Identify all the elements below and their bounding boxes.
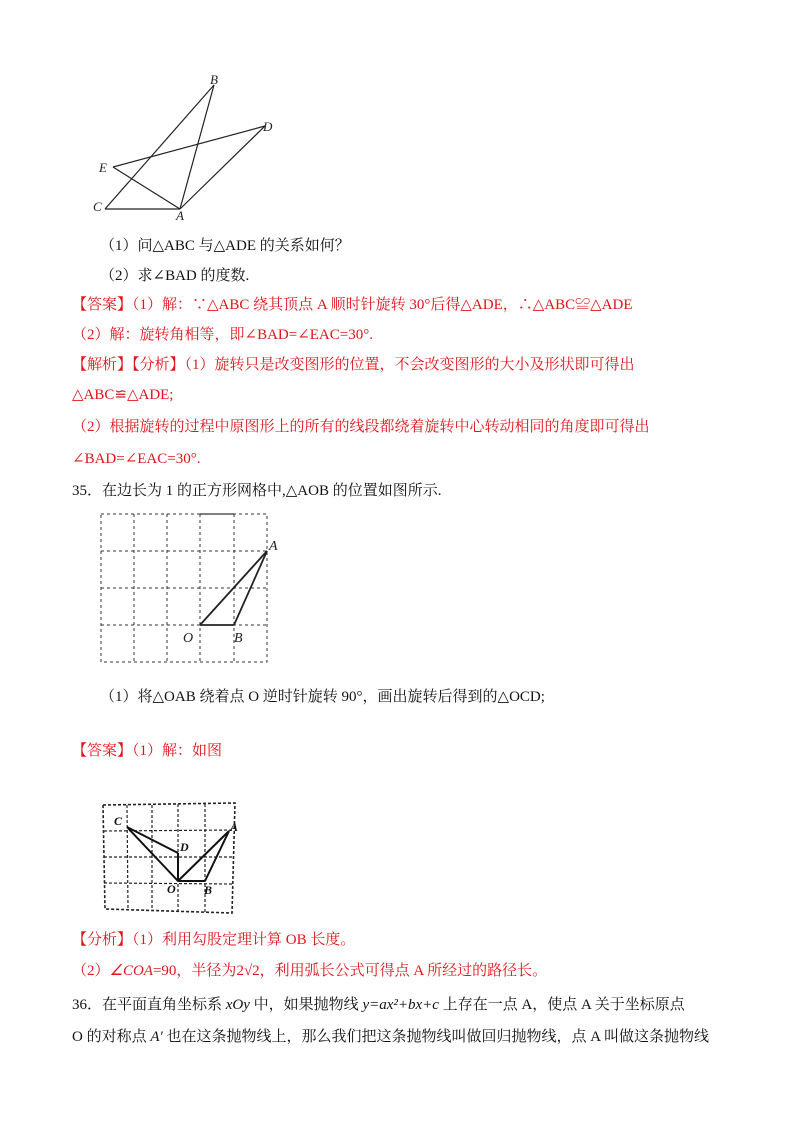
q34-analysis	[72, 355, 635, 375]
answer-label-c: C	[114, 814, 123, 828]
answer-grid-figure	[95, 795, 245, 920]
answer-label-a: A	[230, 820, 239, 834]
answer-label-o: O	[167, 882, 176, 896]
q36-text: 36．在平面直角坐标系	[72, 997, 223, 1013]
radius-value: 2√2	[236, 963, 260, 979]
segment-cb	[105, 85, 214, 209]
analysis-tag: 【分析】	[72, 932, 133, 948]
symmetric-point: A′	[150, 1029, 163, 1045]
q36-text: 中，如果抛物线	[253, 997, 359, 1013]
answer-text: （1）解：如图	[132, 743, 223, 759]
q36-line1	[72, 995, 685, 1015]
q35-part1: （1）将△OAB 绕着点 O 逆时针旋转 90°，画出旋转后得到的△OCD;	[100, 689, 545, 705]
q35-analysis	[72, 930, 355, 950]
grid-label-o: O	[183, 631, 194, 646]
label-d: D	[263, 119, 273, 134]
label-e: E	[99, 160, 107, 175]
label-b: B	[210, 72, 218, 87]
answer-tag: 【答案】	[72, 743, 133, 759]
rotation-figure-abc-ade	[85, 70, 285, 225]
q34-answer	[72, 295, 633, 315]
segment-ed	[113, 126, 265, 167]
analysis-text: （1）利用勾股定理计算 OB 长度。	[132, 932, 356, 948]
q34-part2: （2）求∠BAD 的度数.	[100, 268, 250, 284]
q36-text: 也在这条抛物线上，那么我们把这条抛物线叫做回归抛物线，点 A 叫做这条抛物线	[166, 1029, 710, 1045]
q35-answer	[72, 741, 222, 761]
analysis-text: （1）旋转只是改变图形的位置，不会改变图形的大小及形状即可得出	[184, 357, 635, 373]
analysis-part: ，利用弧长公式可得点 A 所经过的路径长。	[259, 963, 548, 979]
answer-label-b: B	[204, 883, 213, 897]
segment-ba	[234, 551, 267, 625]
q34-analysis-line4: ∠BAD=∠EAC=30°.	[72, 451, 201, 467]
answer-tag: 【答案】	[72, 297, 133, 313]
coordinate-system: xOy	[225, 997, 250, 1013]
analysis-part: =90，半径为	[152, 963, 237, 979]
grid-figure-aob	[95, 508, 278, 668]
label-a: A	[176, 208, 184, 223]
label-c: C	[93, 199, 102, 214]
q35-analysis-line2	[72, 961, 547, 981]
q34-analysis-line2: △ABC≌△ADE;	[72, 387, 174, 403]
q36-text: 上存在一点 A，使点 A 关于坐标原点	[442, 997, 685, 1013]
analysis-tag: 【解析】【分析】	[72, 357, 185, 373]
answer-text: （1）解：∵△ABC 绕其顶点 A 顺时针旋转 30°后得△ADE，∴△ABC≌△ADE	[132, 297, 633, 313]
q34-answer-line2: （2）解：旋转角相等，即∠BAD=∠EAC=30°.	[72, 327, 373, 343]
q34-analysis-line3: （2）根据旋转的过程中原图形上的所有的线段都绕着旋转中心转动相同的角度即可得出	[72, 419, 650, 435]
q35-stem: 35．在边长为 1 的正方形网格中,△AOB 的位置如图所示.	[72, 483, 442, 499]
grid-label-b: B	[234, 631, 243, 646]
q34-part1: （1）问△ABC 与△ADE 的关系如何？	[100, 238, 350, 254]
grid-label-a: A	[269, 539, 278, 554]
parabola-formula: y=ax²+bx+c	[362, 997, 439, 1013]
q36-text: O 的对称点	[72, 1029, 147, 1045]
answer-label-d: D	[180, 840, 189, 854]
analysis-part: （2）	[72, 963, 110, 979]
angle-expression: ∠COA	[109, 963, 153, 979]
segment-ad	[180, 126, 265, 209]
q36-line2	[72, 1027, 709, 1047]
